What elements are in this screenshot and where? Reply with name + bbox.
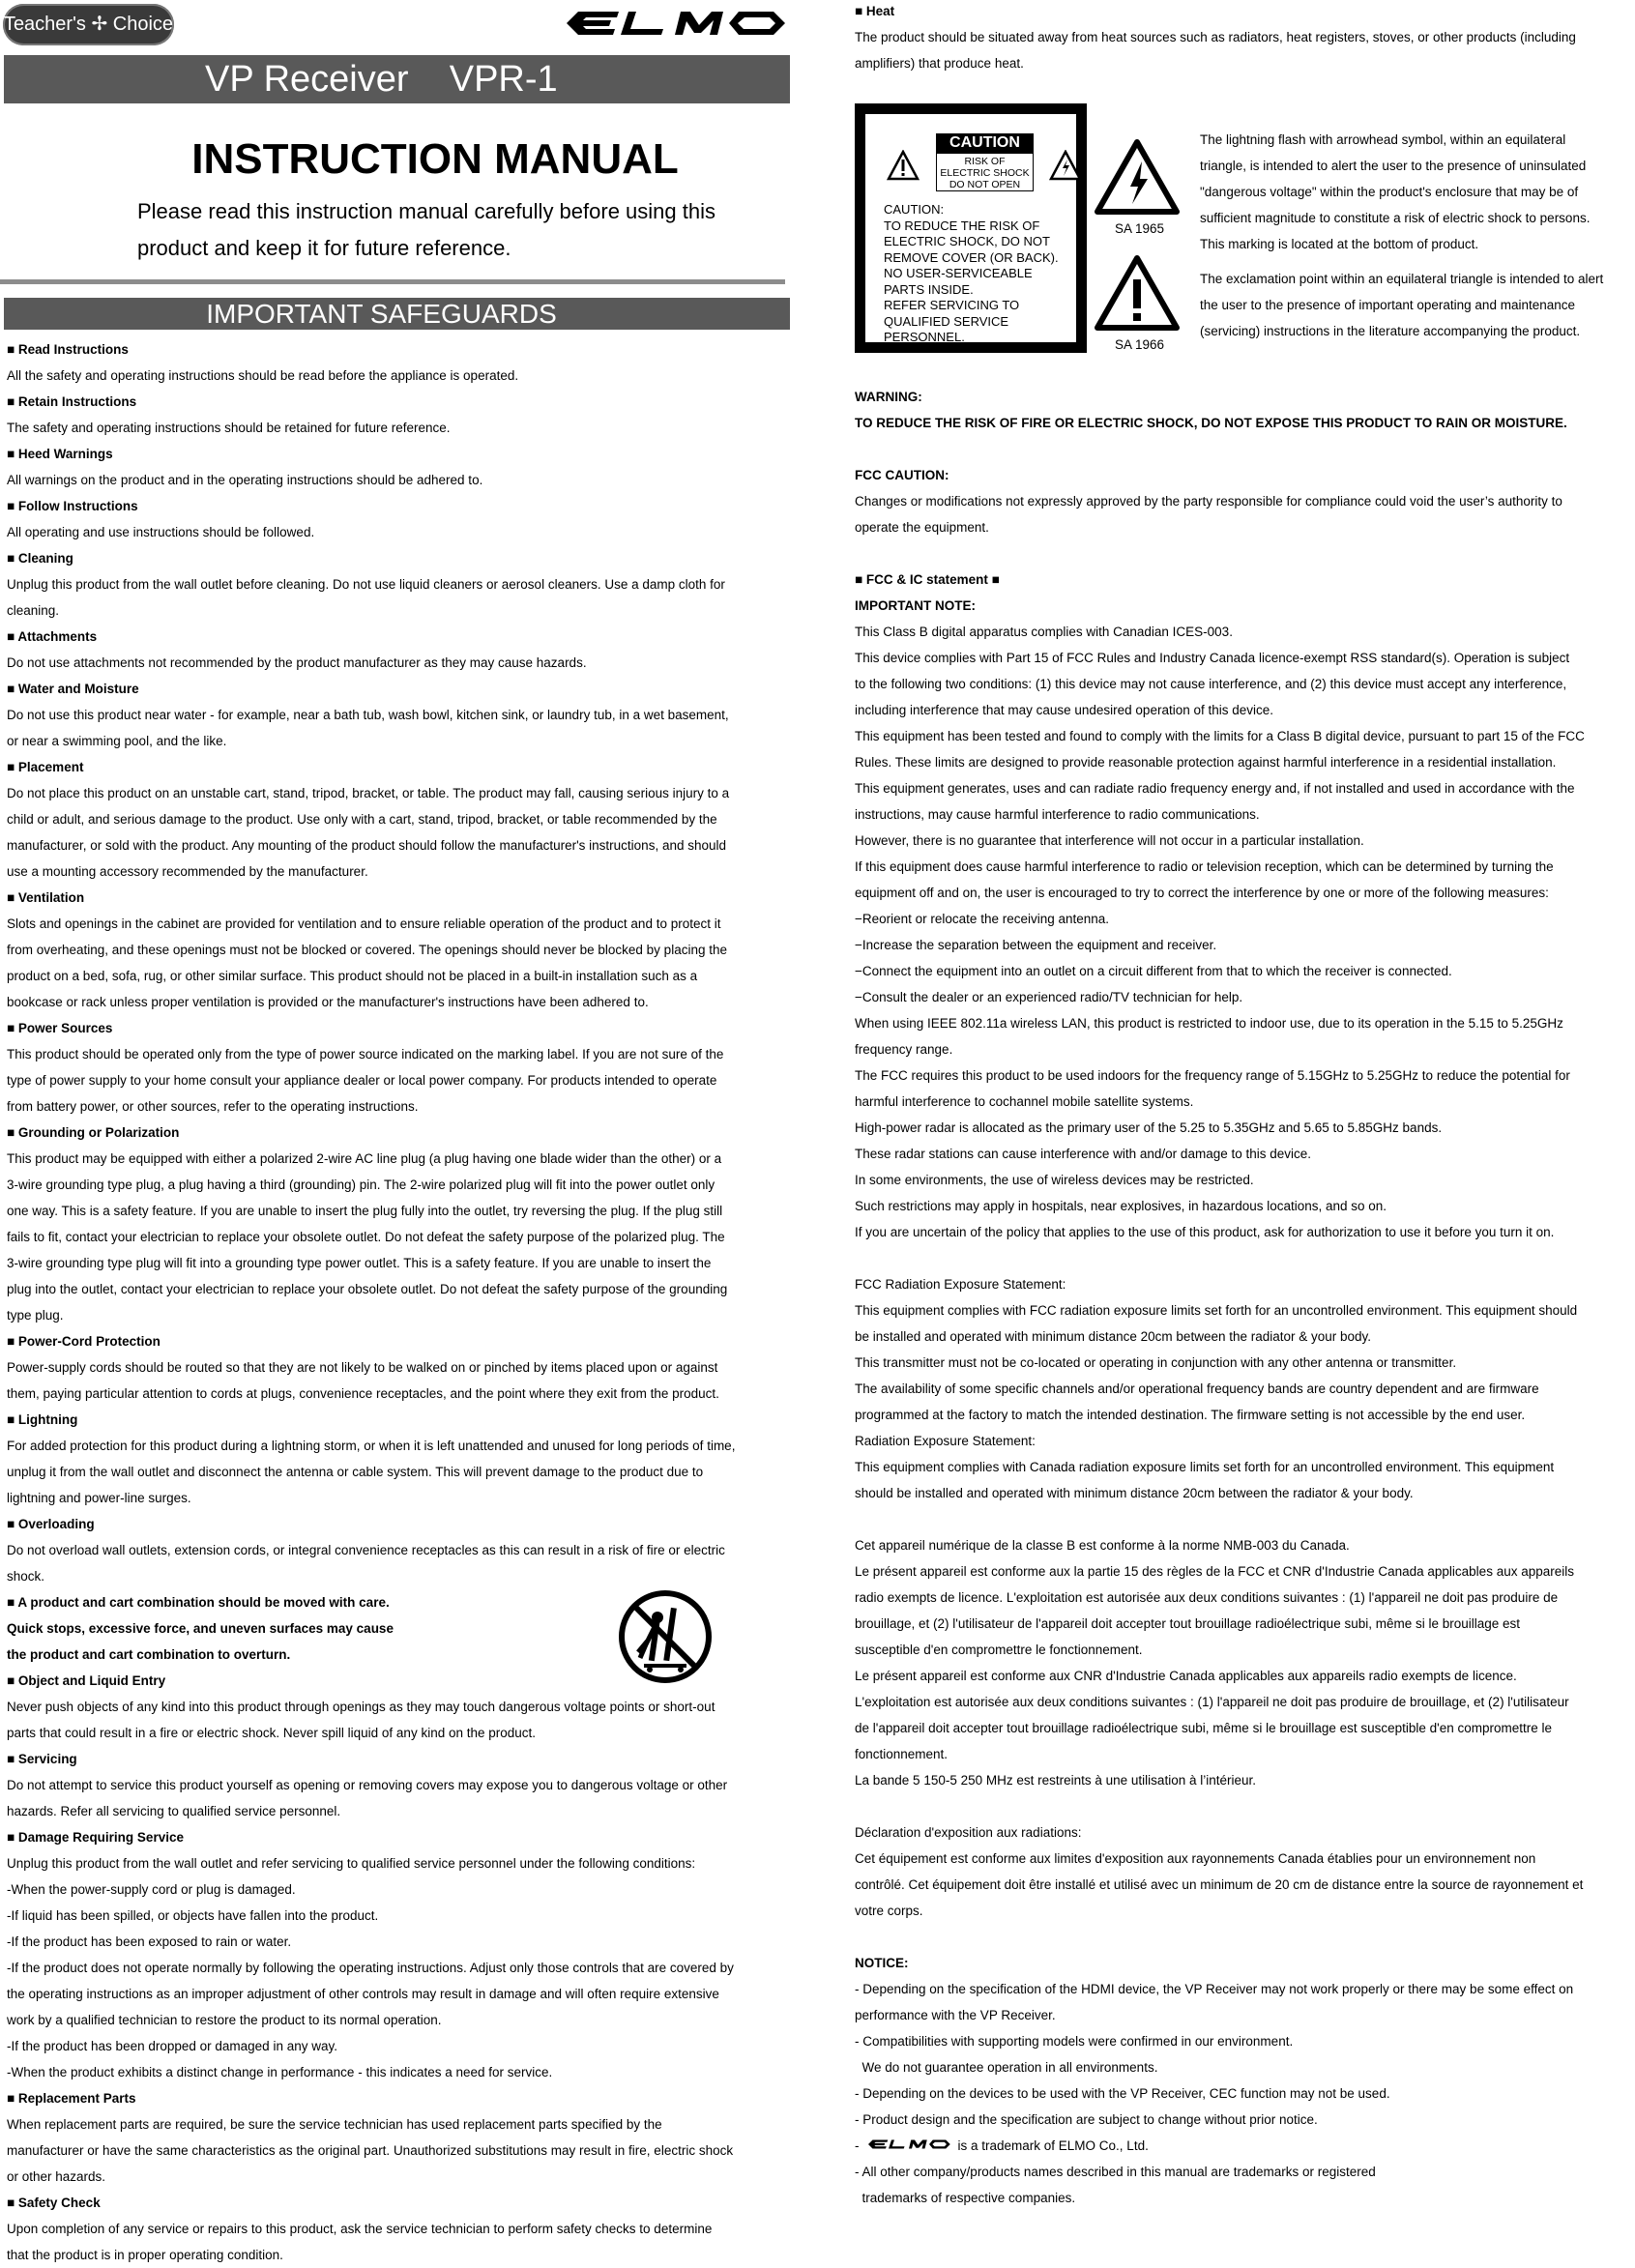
safeguard-line: them, paying particular attention to cords at plugs, convenience receptacles, and the point where they exit from the product.: [7, 1386, 719, 1401]
notice-line: - All other company/products names described in this manual are trademarks or registered: [855, 2165, 1376, 2179]
safeguard-title: ■ Overloading: [7, 1511, 790, 1537]
safeguard-title: ■ Heed Warnings: [7, 441, 790, 467]
lightning-explanation: [1200, 127, 1635, 257]
warning-title: WARNING:: [855, 390, 922, 404]
fcc-ic-line: This device complies with Part 15 of FCC Rules and Industry Canada licence-exempt RSS standard(s). Operation is subject: [855, 651, 1570, 665]
symbol-explanations: [1200, 127, 1635, 353]
french-line: Le présent appareil est conforme aux CNR d'Industrie Canada applicables aux appareils radio exempts de licence.: [855, 1669, 1517, 1683]
safeguard-line: use a mounting accessory recommended by the manufacturer.: [7, 864, 368, 879]
fcc-ic-line: −Reorient or relocate the receiving antenna.: [855, 912, 1110, 926]
safeguard-title: ■ Lightning: [7, 1407, 790, 1433]
fcc-ic-line: These radar stations can cause interference with and/or damage to this device.: [855, 1147, 1312, 1161]
safeguard-line: or other hazards.: [7, 2169, 106, 2184]
safeguard-line: -If the product has been dropped or damaged in any way.: [7, 2039, 337, 2053]
safeguard-title: ■ A product and cart combination should be moved with care.: [7, 1589, 790, 1615]
exclamation-triangle-icon: [887, 150, 920, 181]
lightning-triangle-icon: [1094, 138, 1181, 216]
safeguard-line: product on a bed, sofa, rug, or other similar surface. This product should not be placed in a built-in installation such as a: [7, 969, 698, 983]
fcc-caution-title: FCC CAUTION:: [855, 468, 949, 482]
safeguard-line: Do not use this product near water - for example, near a bath tub, wash bowl, kitchen sink, or laundry tub, in a wet basement,: [7, 708, 729, 722]
fcc-ic-line: Such restrictions may apply in hospitals, near explosives, in hazardous locations, and so on.: [855, 1199, 1387, 1213]
fcc-ic-line: When using IEEE 802.11a wireless LAN, this product is restricted to indoor use, due to its operation in the 5.15 to 5.25GHz: [855, 1016, 1563, 1031]
fcc-ic-line: This equipment has been tested and found to comply with the limits for a Class B digital device, pursuant to part 15 of the FCC: [855, 729, 1585, 743]
notice-title: NOTICE:: [855, 1956, 909, 1970]
safeguard-title: ■ Retain Instructions: [7, 389, 790, 415]
safeguard-line: All the safety and operating instructions should be read before the appliance is operated.: [7, 368, 519, 383]
radiation-line: This transmitter must not be co-located or operating in conjunction with any other antenna or transmitter.: [855, 1355, 1457, 1370]
safeguards-list: [7, 336, 790, 2268]
right-body: [855, 384, 1635, 2211]
notice-lines: [855, 1976, 1635, 2133]
exclamation-triangle-icon: [1094, 254, 1181, 332]
fcc-ic-line: In some environments, the use of wireless devices may be restricted.: [855, 1173, 1254, 1187]
lightning-text-line: "dangerous voltage" within the product's enclosure that may be of: [1200, 185, 1579, 199]
safeguards-heading-bar: [4, 298, 790, 330]
heat-title: ■ Heat: [855, 0, 1635, 24]
safeguard-line: Power-supply cords should be routed so that they are not likely to be walked on or pinched by items placed upon or against: [7, 1360, 718, 1375]
exclamation-explanation: [1200, 266, 1635, 344]
radiation-line: programmed at the factory to match the intended destination. The firmware setting is not accessible by the end user.: [855, 1408, 1526, 1422]
safeguard-title: ■ Water and Moisture: [7, 676, 790, 702]
lightning-text-line: sufficient magnitude to constitute a risk of electric shock to persons.: [1200, 211, 1591, 225]
caution-label-inner: [865, 114, 1076, 342]
radiation-line: The availability of some specific channels and/or operational frequency bands are country dependent and are firmware: [855, 1381, 1539, 1396]
warning-text: TO REDUCE THE RISK OF FIRE OR ELECTRIC SHOCK, DO NOT EXPOSE THIS PRODUCT TO RAIN OR MOISTURE.: [855, 416, 1567, 430]
safeguard-line: that the product is in proper operating condition.: [7, 2248, 283, 2262]
safeguard-line: manufacturer or have the same characteristics as the original part. Unauthorized substitutions may result in fire, electric shock: [7, 2143, 734, 2158]
safeguard-bold-line: the product and cart combination to overturn.: [7, 1647, 291, 1662]
radiation-line: be installed and operated with minimum distance 20cm between the radiator & your body.: [855, 1329, 1372, 1344]
fcc-ic-line: to the following two conditions: (1) this device may not cause interference, and (2) this device must accept any interference,: [855, 677, 1567, 691]
fcc-ic-line: The FCC requires this product to be used indoors for the frequency range of 5.15GHz to 5.25GHz to reduce the potential for: [855, 1068, 1570, 1083]
section-divider: [0, 279, 785, 284]
safeguard-line: This product may be equipped with either a polarized 2-wire AC line plug (a plug having one blade wider than the other) or a: [7, 1151, 722, 1166]
safeguard-line: Unplug this product from the wall outlet and refer servicing to qualified service personnel under the following conditions:: [7, 1856, 696, 1871]
notice-line: We do not guarantee operation in all environments.: [855, 2060, 1158, 2075]
safeguard-line: type of power supply to your home consult your appliance dealer or local power company. For products intended to operate: [7, 1073, 717, 1088]
safeguard-line: -When the power-supply cord or plug is damaged.: [7, 1882, 296, 1897]
declaration-line: votre corps.: [855, 1904, 923, 1918]
safeguard-line: -If the product does not operate normally by following the operating instructions. Adjust only those controls that are covered by: [7, 1961, 734, 1975]
safeguard-title: ■ Power Sources: [7, 1015, 790, 1041]
safeguard-title: ■ Ventilation: [7, 885, 790, 911]
declaration-line: Cet équipement est conforme aux limites d'exposition aux rayonnements Canada établies pour un environnement non: [855, 1851, 1536, 1866]
safeguard-line: Slots and openings in the cabinet are provided for ventilation and to ensure reliable operation of the product and to protect it: [7, 916, 721, 931]
safeguard-line: The safety and operating instructions should be retained for future reference.: [7, 421, 451, 435]
radiation-line: FCC Radiation Exposure Statement:: [855, 1277, 1066, 1292]
safeguard-line: fails to fit, contact your electrician to replace your obsolete outlet. Do not defeat the safety purpose of the polarized plug. The: [7, 1230, 725, 1244]
product-title: VP Receiver VPR-1: [205, 59, 558, 100]
radiation-line: should be installed and operated with minimum distance 20cm between the radiator & your body.: [855, 1486, 1414, 1500]
french-line: de l'appareil doit accepter tout brouillage radioélectrique subi, même si le brouillage est susceptible d'en compromettre le: [855, 1721, 1553, 1735]
safeguard-line: All operating and use instructions should be followed.: [7, 525, 315, 539]
safeguard-line: When replacement parts are required, be sure the service technician has used replacement parts specified by the: [7, 2117, 662, 2132]
trademark-suffix: is a trademark of ELMO Co., Ltd.: [957, 2138, 1149, 2153]
french-line: susceptible d'en compromettre le fonctionnement.: [855, 1643, 1143, 1657]
teachers-choice-logo: [3, 4, 174, 45]
trademark-prefix: -: [855, 2138, 860, 2153]
fcc-caution-line: Changes or modifications not expressly approved by the party responsible for compliance could void the user’s authority to: [855, 494, 1562, 509]
safeguard-title: ■ Placement: [7, 754, 790, 780]
caution-label: [855, 103, 1087, 353]
fcc-ic-line: If this equipment does cause harmful interference to radio or television reception, which can be determined by turning the: [855, 859, 1554, 874]
caution-label-title: CAUTION: [936, 133, 1034, 153]
caution-text-line: QUALIFIED SERVICE: [884, 313, 1009, 329]
safeguard-line: child or adult, and serious damage to the product. Use only with a cart, stand, tripod, bracket, or table recommended by the: [7, 812, 717, 827]
notice-lines-after: [855, 2159, 1635, 2211]
manual-intro: [137, 193, 756, 267]
caution-text-line: REFER SERVICING TO: [884, 298, 1020, 312]
intro-line: Please read this instruction manual carefully before using this: [137, 199, 715, 223]
safeguard-line: cleaning.: [7, 603, 60, 618]
safeguard-line: Never push objects of any kind into this product through openings as they may touch dangerous voltage points or short-out: [7, 1700, 715, 1714]
fcc-ic-title: ■ FCC & IC statement ■: [855, 572, 1000, 587]
declaration-line: Déclaration d'exposition aux radiations:: [855, 1825, 1082, 1840]
lightning-text-line: The lightning flash with arrowhead symbol, within an equilateral: [1200, 132, 1566, 147]
fcc-ic-line: −Consult the dealer or an experienced radio/TV technician for help.: [855, 990, 1243, 1004]
elmo-logo: [559, 6, 791, 41]
safeguard-line: bookcase or rack unless proper ventilation is provided or the manufacturer's instructions have been adhered to.: [7, 995, 649, 1009]
safeguard-line: 3-wire grounding type plug, a plug having a third (grounding) pin. The 2-wire polarized plug will fit into the power outlet only: [7, 1178, 715, 1192]
important-note-title: IMPORTANT NOTE:: [855, 598, 976, 613]
fcc-ic-text: [855, 619, 1635, 1245]
radiation-line: This equipment complies with Canada radiation exposure limits set forth for an uncontrolled environment. This equipment: [855, 1460, 1555, 1474]
french-line: Cet appareil numérique de la classe B est conforme à la norme NMB-003 du Canada.: [855, 1538, 1350, 1553]
french-line: fonctionnement.: [855, 1747, 949, 1761]
caution-text-line: PERSONNEL.: [884, 330, 965, 344]
safeguard-line: 3-wire grounding type plug will fit into a grounding type power outlet. This is a safety feature. If you are unable to insert the: [7, 1256, 712, 1270]
french-line: Le présent appareil est conforme aux la partie 15 des règles de la FCC et CNR d'Industrie Canada applicables aux appareils: [855, 1564, 1574, 1579]
safeguard-title: ■ Follow Instructions: [7, 493, 790, 519]
manual-title: INSTRUCTION MANUAL: [191, 135, 679, 183]
french-declaration: [855, 1819, 1635, 1924]
caution-text-line: ELECTRIC SHOCK, DO NOT: [884, 234, 1050, 248]
safeguard-line: shock.: [7, 1569, 45, 1584]
elmo-logo-inline: [865, 2137, 952, 2152]
caution-text-line: NO USER-SERVICEABLE: [884, 266, 1033, 280]
safeguard-line: or near a swimming pool, and the like.: [7, 734, 227, 748]
notice-line: - Compatibilities with supporting models were confirmed in our environment.: [855, 2034, 1294, 2049]
safeguard-line: unplug it from the wall outlet and disconnect the antenna or cable system. This will prevent damage to the product due to: [7, 1465, 704, 1479]
french-line: L'exploitation est autorisée aux deux conditions suivantes : (1) l'appareil ne doit pas produire de brouillage, et (2) l'utilisateur: [855, 1695, 1569, 1709]
safeguard-line: lightning and power-line surges.: [7, 1491, 191, 1505]
safeguard-line: hazards. Refer all servicing to qualified service personnel.: [7, 1804, 341, 1818]
safeguard-line: manufacturer, or sold with the product. Any mounting of the product should follow the manufacturer's instructions, and should: [7, 838, 726, 853]
fcc-ic-line: However, there is no guarantee that interference will not occur in a particular installation.: [855, 833, 1364, 848]
notice-line: - Depending on the devices to be used with the VP Receiver, CEC function may not be used.: [855, 2086, 1390, 2101]
safeguard-line: Unplug this product from the wall outlet before cleaning. Do not use liquid cleaners or aerosol cleaners. Use a damp cloth for: [7, 577, 725, 592]
french-statement: [855, 1532, 1635, 1793]
safeguard-line: from overheating, and these openings must not be blocked or covered. The openings should never be blocked by placing the: [7, 943, 727, 957]
heat-line: amplifiers) that produce heat.: [855, 56, 1024, 71]
safeguard-line: Do not attempt to service this product yourself as opening or removing covers may expose you to dangerous voltage or other: [7, 1778, 728, 1792]
exclamation-text-line: The exclamation point within an equilateral triangle is intended to alert: [1200, 272, 1604, 286]
caution-text-line: PARTS INSIDE.: [884, 281, 974, 297]
safeguard-line: Do not overload wall outlets, extension cords, or integral convenience receptacles as this can result in a risk of fire or electric: [7, 1543, 725, 1557]
safeguard-title: ■ Safety Check: [7, 2190, 790, 2216]
safeguard-line: All warnings on the product and in the operating instructions should be adhered to.: [7, 473, 483, 487]
fcc-ic-line: harmful interference to cochannel mobile satellite systems.: [855, 1094, 1194, 1109]
fcc-ic-line: Rules. These limits are designed to provide reasonable protection against harmful interference in a residential installation.: [855, 755, 1557, 770]
safeguard-line: Do not place this product on an unstable cart, stand, tripod, bracket, or table. The product may fall, causing serious injury to a: [7, 786, 730, 800]
safeguard-line: -If liquid has been spilled, or objects have fallen into the product.: [7, 1908, 379, 1923]
exclamation-text-line: the user to the presence of important operating and maintenance: [1200, 298, 1575, 312]
safeguard-line: parts that could result in a fire or electric shock. Never spill liquid of any kind on the product.: [7, 1726, 537, 1740]
safeguard-title: ■ Object and Liquid Entry: [7, 1668, 790, 1694]
safeguard-line: work by a qualified technician to restore the product to its normal operation.: [7, 2013, 442, 2027]
notice-line: - Product design and the specification are subject to change without prior notice.: [855, 2112, 1318, 2127]
safeguard-title: ■ Power-Cord Protection: [7, 1328, 790, 1354]
notice-line: - Depending on the specification of the HDMI device, the VP Receiver may not work properly or there may be some effect on: [855, 1982, 1574, 1996]
lightning-text-line: triangle, is intended to alert the user to the presence of uninsulated: [1200, 159, 1587, 173]
lightning-text-line: This marking is located at the bottom of product.: [1200, 237, 1479, 251]
safeguard-line: For added protection for this product during a lightning storm, or when it is left unattended and unused for long periods of time,: [7, 1439, 736, 1453]
heat-section: [855, 0, 1635, 76]
safeguard-line: the operating instructions as an improper adjustment of other controls may result in damage and will often require extensive: [7, 1987, 719, 2001]
fcc-ic-line: frequency range.: [855, 1042, 953, 1057]
fcc-ic-line: equipment off and on, the user is encouraged to try to correct the interference by one or more of the following measures:: [855, 886, 1549, 900]
safeguard-title: ■ Read Instructions: [7, 336, 790, 363]
declaration-line: contrôlé. Cet équipement doit être installé et utilisé avec un minimum de 20 cm de distance entre la source de rayonnement et: [855, 1877, 1584, 1892]
intro-line: product and keep it for future reference.: [137, 236, 511, 260]
exclamation-text-line: (servicing) instructions in the literature accompanying the product.: [1200, 324, 1581, 338]
fcc-ic-line: instructions, may cause harmful interference to radio communications.: [855, 807, 1260, 822]
fcc-ic-line: including interference that may cause undesired operation of this device.: [855, 703, 1274, 717]
heat-line: The product should be situated away from heat sources such as radiators, heat registers, stoves, or other products (including: [855, 30, 1576, 44]
caution-risk-line: ELECTRIC SHOCK: [940, 167, 1030, 179]
fcc-ic-line: This Class B digital apparatus complies with Canadian ICES-003.: [855, 625, 1233, 639]
safeguard-line: plug into the outlet, contact your electrician to replace your obsolete outlet. Do not defeat the safety purpose of the grounding: [7, 1282, 728, 1296]
trademark-line: [855, 2133, 1635, 2159]
product-title-bar: [4, 55, 790, 103]
fcc-ic-line: −Increase the separation between the equipment and receiver.: [855, 938, 1217, 952]
safeguard-line: one way. This is a safety feature. If you are unable to insert the plug fully into the outlet, try reversing the plug. If the plug still: [7, 1204, 723, 1218]
safeguard-line: from battery power, or other sources, refer to the operating instructions.: [7, 1099, 419, 1114]
caution-risk-line: RISK OF: [964, 156, 1006, 167]
fcc-caution-line: operate the equipment.: [855, 520, 989, 535]
safeguards-heading: IMPORTANT SAFEGUARDS: [206, 299, 557, 329]
sa-1966-label: SA 1966: [1115, 337, 1165, 352]
radiation-line: This equipment complies with FCC radiation exposure limits set forth for an uncontrolled environment. This equipment should: [855, 1303, 1578, 1318]
fcc-caution-text: [855, 488, 1635, 540]
caution-text-line: TO REDUCE THE RISK OF: [884, 218, 1040, 233]
fcc-ic-line: This equipment generates, uses and can radiate radio frequency energy and, if not installed and used in accordance with the: [855, 781, 1575, 796]
safeguard-bold-line: Quick stops, excessive force, and uneven surfaces may cause: [7, 1621, 394, 1636]
safeguard-line: -If the product has been exposed to rain or water.: [7, 1934, 292, 1949]
safeguard-title: ■ Grounding or Polarization: [7, 1119, 790, 1146]
safeguard-line: -When the product exhibits a distinct change in performance - this indicates a need for service.: [7, 2065, 553, 2079]
caution-text-line: CAUTION:: [884, 202, 945, 217]
caution-risk-line: DO NOT OPEN: [949, 179, 1021, 190]
caution-risk-box: [936, 153, 1034, 191]
french-line: La bande 5 150-5 250 MHz est restreints à une utilisation à l’intérieur.: [855, 1773, 1256, 1788]
safeguard-title: ■ Servicing: [7, 1746, 790, 1772]
safeguard-title: ■ Attachments: [7, 624, 790, 650]
safeguard-line: type plug.: [7, 1308, 64, 1323]
cart-warning-icon: [617, 1588, 714, 1685]
french-line: brouillage, et (2) l'utilisateur de l'appareil doit accepter tout brouillage radioélectrique subi, même si le brouillage est: [855, 1616, 1521, 1631]
radiation-statement: [855, 1271, 1635, 1506]
radiation-line: Radiation Exposure Statement:: [855, 1434, 1036, 1448]
safeguard-title: ■ Cleaning: [7, 545, 790, 571]
teachers-choice-logo-text: Teacher's ✢ Choice: [3, 14, 174, 35]
safeguard-line: This product should be operated only from the type of power source indicated on the marking label. If you are not sure of the: [7, 1047, 724, 1061]
french-line: radio exempts de licence. L'exploitation est autorisée aux deux conditions suivantes : (1) l'appareil ne doit pas produire de: [855, 1590, 1559, 1605]
caution-text: [884, 202, 1077, 346]
fcc-ic-line: High-power radar is allocated as the primary user of the 5.25 to 5.35GHz and 5.65 to 5.85GHz bands.: [855, 1120, 1443, 1135]
notice-line: performance with the VP Receiver.: [855, 2008, 1056, 2022]
safeguard-title: ■ Replacement Parts: [7, 2085, 790, 2111]
safeguard-line: Do not use attachments not recommended by the product manufacturer as they may cause hazards.: [7, 655, 587, 670]
caution-text-line: REMOVE COVER (OR BACK).: [884, 249, 1059, 265]
fcc-ic-line: −Connect the equipment into an outlet on a circuit different from that to which the receiver is connected.: [855, 964, 1452, 978]
safeguard-line: Upon completion of any service or repairs to this product, ask the service technician to perform safety checks to determine: [7, 2222, 713, 2236]
lightning-triangle-icon: [1049, 150, 1082, 181]
fcc-ic-line: If you are uncertain of the policy that applies to the use of this product, ask for authorization to use it before you turn it on.: [855, 1225, 1555, 1239]
notice-line: trademarks of respective companies.: [855, 2191, 1076, 2205]
safeguard-title: ■ Damage Requiring Service: [7, 1824, 790, 1850]
sa-1965-label: SA 1965: [1115, 221, 1165, 236]
